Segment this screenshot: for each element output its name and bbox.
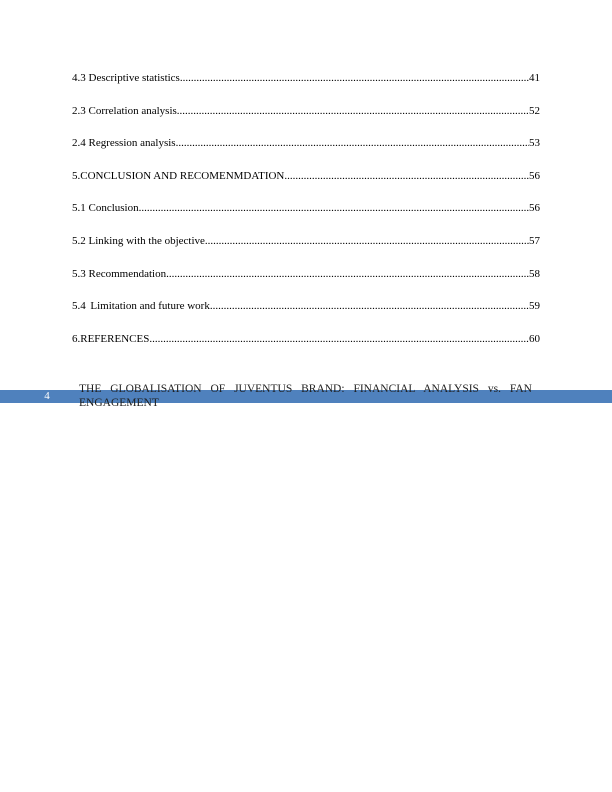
- toc-leader-dots: [180, 71, 529, 85]
- toc-entry-linking-with-objective[interactable]: [72, 234, 540, 267]
- toc-entry-label: 6.REFERENCES: [72, 332, 150, 345]
- toc-entry-number: 5.4: [72, 300, 86, 313]
- toc-entry-page: 52: [529, 104, 540, 117]
- toc-entry-descriptive-statistics[interactable]: [72, 71, 540, 104]
- footer-document-title: THE GLOBALISATION OF JUVENTUS BRAND: FINANCIAL ANALYSIS vs. FAN ENGAGEMENT: [79, 383, 532, 409]
- toc-entry-references[interactable]: [72, 332, 540, 365]
- toc-leader-dots: [176, 136, 529, 150]
- table-of-contents: [72, 71, 540, 364]
- toc-entry-label: 5.1 Conclusion: [72, 202, 139, 215]
- toc-entry-label: Limitation and future work: [90, 300, 210, 313]
- toc-entry-limitation-and-future-work[interactable]: [72, 299, 540, 332]
- toc-leader-dots: [149, 332, 529, 346]
- toc-entry-page: 59: [529, 300, 540, 313]
- toc-entry-label: 2.4 Regression analysis: [72, 137, 176, 150]
- toc-entry-page: 60: [529, 332, 540, 345]
- toc-entry-label: 5.3 Recommendation: [72, 267, 167, 280]
- toc-leader-dots: [284, 169, 529, 183]
- toc-entry-recommendation[interactable]: [72, 267, 540, 300]
- toc-entry-correlation-analysis[interactable]: [72, 104, 540, 137]
- toc-leader-dots: [210, 299, 529, 313]
- toc-entry-page: 56: [529, 202, 540, 215]
- toc-entry-page: 53: [529, 137, 540, 150]
- toc-entry-label: 5.CONCLUSION AND RECOMENMDATION: [72, 169, 285, 182]
- toc-leader-dots: [177, 104, 529, 118]
- toc-entry-page: 57: [529, 234, 540, 247]
- toc-entry-label: 4.3 Descriptive statistics: [72, 72, 180, 84]
- footer-page-number: 4: [44, 390, 50, 402]
- toc-entry-page: 41: [529, 72, 540, 84]
- toc-entry-label: 2.3 Correlation analysis: [72, 104, 177, 117]
- toc-leader-dots: [139, 201, 529, 215]
- toc-entry-regression-analysis[interactable]: [72, 136, 540, 169]
- toc-entry-label: 5.2 Linking with the objective: [72, 234, 205, 247]
- toc-entry-page: 56: [529, 169, 540, 182]
- toc-leader-dots: [205, 234, 529, 248]
- toc-entry-conclusion-and-recommendation[interactable]: [72, 169, 540, 202]
- toc-entry-conclusion[interactable]: [72, 201, 540, 234]
- toc-entry-page: 58: [529, 267, 540, 280]
- toc-leader-dots: [166, 267, 529, 281]
